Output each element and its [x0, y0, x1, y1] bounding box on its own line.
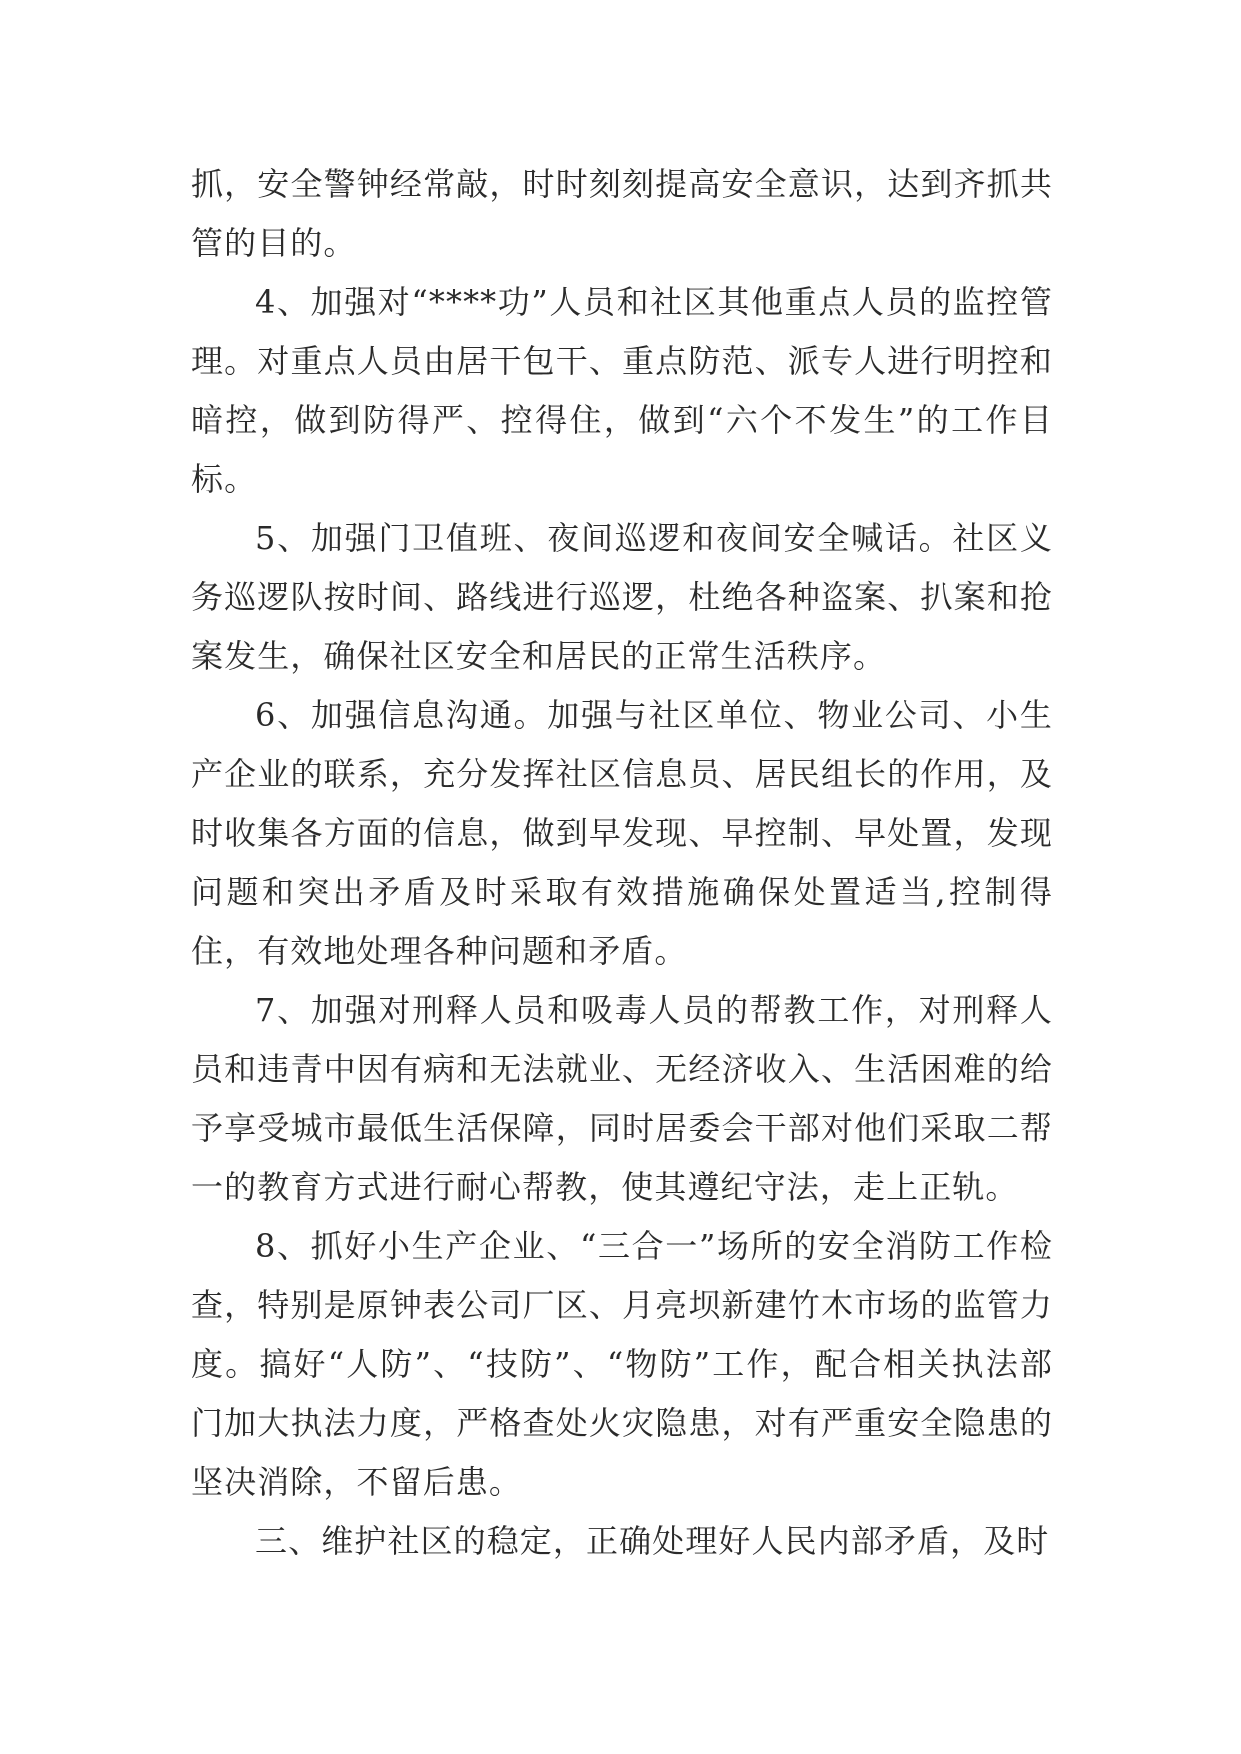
paragraph-item-5: 5、加强门卫值班、夜间巡逻和夜间安全喊话。社区义务巡逻队按时间、路线进行巡逻，杜绝各种盗案、扒案和抢案发生，确保社区安全和居民的正常生活秩序。: [191, 519, 1053, 675]
document-body: [191, 155, 1053, 1571]
paragraph-item-4: 4、加强对“****功”人员和社区其他重点人员的监控管理。对重点人员由居干包干、重点防范、派专人进行明控和暗控，做到防得严、控得住，做到“六个不发生”的工作目标。: [191, 283, 1053, 498]
paragraph-item-8: 8、抓好小生产企业、“三合一”场所的安全消防工作检查，特别是原钟表公司厂区、月亮坝新建竹木市场的监管力度。搞好“人防”、“技防”、“物防”工作，配合相关执法部门加大执法力度，严格查处火灾隐患，对有严重安全隐患的坚决消除，不留后患。: [191, 1227, 1053, 1501]
paragraph-item-7: 7、加强对刑释人员和吸毒人员的帮教工作，对刑释人员和违青中因有病和无法就业、无经济收入、生活困难的给予享受城市最低生活保障，同时居委会干部对他们采取二帮一的教育方式进行耐心帮教，使其遵纪守法，走上正轨。: [191, 991, 1053, 1206]
section-heading-3: 三、维护社区的稳定，正确处理好人民内部矛盾，及时: [255, 1522, 1050, 1560]
paragraph-item-6: 6、加强信息沟通。加强与社区单位、物业公司、小生产企业的联系，充分发挥社区信息员、居民组长的作用，及时收集各方面的信息，做到早发现、早控制、早处置，发现问题和突出矛盾及时采取有效措施确保处置适当,控制得住，有效地处理各种问题和矛盾。: [191, 696, 1053, 970]
paragraph-continuation: 抓，安全警钟经常敲，时时刻刻提高安全意识，达到齐抓共管的目的。: [191, 165, 1053, 262]
